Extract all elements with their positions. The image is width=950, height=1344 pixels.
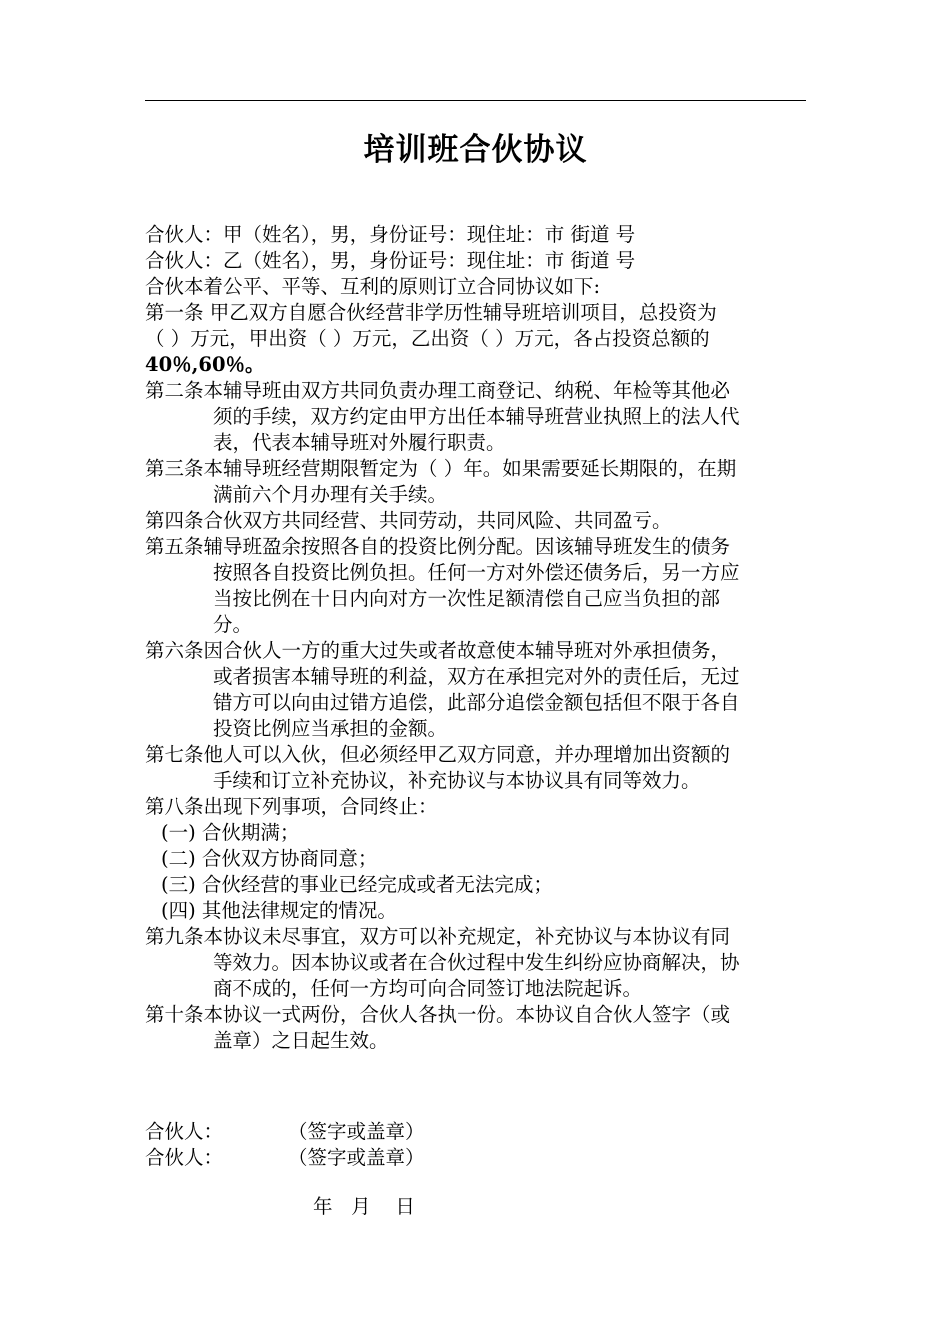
article-line: 当按比例在十日内向对方一次性足额清偿自己应当负担的部 [213,587,721,610]
signature-placeholder: （签字或盖章） [288,1146,425,1169]
date-line: 年 月 日 [313,1195,415,1218]
article-line: 商不成的，任何一方均可向合同签订地法院起诉。 [213,977,643,1000]
signature-label: 合伙人： [145,1146,224,1169]
article-4 [145,508,806,534]
article-line: 满前六个月办理有关手续。 [213,483,448,506]
article-line: 分。 [213,613,253,636]
article-line: 第一条 甲乙双方自愿合伙经营非学历性辅导班培训项目，总投资为 [145,301,717,324]
article-3 [145,456,806,508]
signature-row [145,1119,806,1145]
article-6 [145,638,806,742]
signature-placeholder: （签字或盖章） [288,1120,425,1143]
article-line: 第七条他人可以入伙，但必须经甲乙双方同意，并办理增加出资额的 [145,743,731,766]
article-line: 按照各自投资比例负担。任何一方对外偿还债务后，另一方应 [213,561,740,584]
signature-label: 合伙人： [145,1120,224,1143]
intro-partner-b: 合伙人：乙（姓名），男，身份证号：现住址：市 街道 号 [145,249,636,272]
article-line: 表，代表本辅导班对外履行职责。 [213,431,506,454]
signature-block [145,1119,806,1171]
article-line: 等效力。因本协议或者在合伙过程中发生纠纷应协商解决，协 [213,951,740,974]
article-line: 第二条本辅导班由双方共同负责办理工商登记、纳税、年检等其他必 [145,379,731,402]
article-7 [145,742,806,794]
article-line: 第五条辅导班盈余按照各自的投资比例分配。因该辅导班发生的债务 [145,535,731,558]
article-line: 第九条本协议未尽事宜，双方可以补充规定，补充协议与本协议有同 [145,925,731,948]
termination-item: (三) 合伙经营的事业已经完成或者无法完成； [161,873,553,896]
document-title: 培训班合伙协议 [363,132,588,168]
article-line: 错方可以向由过错方追偿，此部分追偿金额包括但不限于各自 [213,691,740,714]
article-line: 须的手续，双方约定由甲方出任本辅导班营业执照上的法人代 [213,405,740,428]
article-line: （ ）万元，甲出资（ ）万元，乙出资（ ）万元，各占投资总额的 [145,327,710,350]
intro-partner-a: 合伙人：甲（姓名），男，身份证号：现住址：市 街道 号 [145,223,636,246]
article-1 [145,300,806,378]
article-line: 第三条本辅导班经营期限暂定为（ ）年。如果需要延长期限的，在期 [145,457,737,480]
article-8 [145,794,806,924]
article-line: 第六条因合伙人一方的重大过失或者故意使本辅导班对外承担债务， [145,639,731,662]
article-2 [145,378,806,456]
intro-principle: 合伙本着公平、平等、互利的原则订立合同协议如下: [145,275,601,298]
termination-item: (二) 合伙双方协商同意； [161,847,378,870]
header-rule [145,100,806,101]
article-line: 40％,60％。 [145,353,265,376]
article-5 [145,534,806,638]
termination-item: (一) 合伙期满； [161,821,300,844]
article-line: 投资比例应当承担的金额。 [213,717,448,740]
article-line: 盖章）之日起生效。 [213,1029,389,1052]
article-10 [145,1002,806,1054]
article-line: 第八条出现下列事项，合同终止： [145,795,438,818]
termination-item: (四) 其他法律规定的情况。 [161,899,397,922]
article-9 [145,924,806,1002]
signature-row [145,1145,806,1171]
article-line: 或者损害本辅导班的利益，双方在承担完对外的责任后，无过 [213,665,740,688]
document-body [145,222,806,1054]
article-line: 第四条合伙双方共同经营、共同劳动，共同风险、共同盈亏。 [145,509,672,532]
article-line: 第十条本协议一式两份，合伙人各执一份。本协议自合伙人签字（或 [145,1003,731,1026]
article-line: 手续和订立补充协议，补充协议与本协议具有同等效力。 [213,769,701,792]
